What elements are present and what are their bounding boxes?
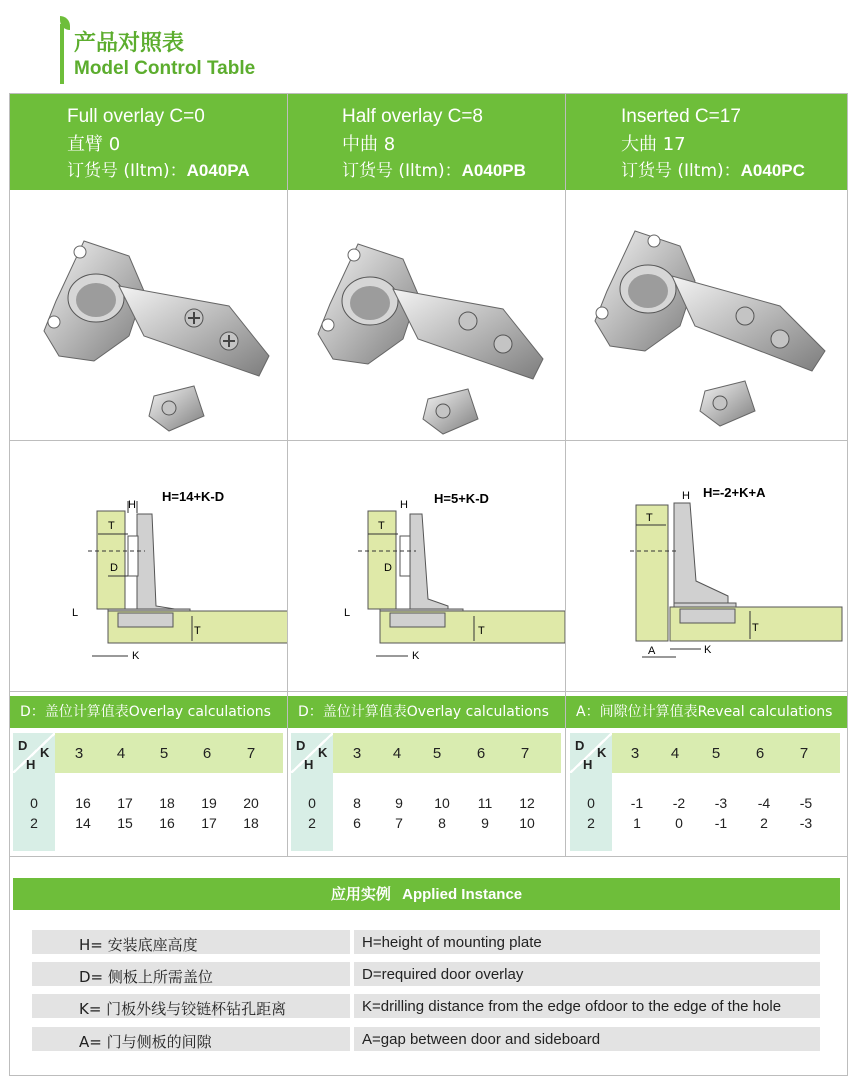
page-title-cn: 产品对照表 [74,31,185,56]
row-divider [10,691,847,692]
h-value: 0 [308,795,316,811]
calc-cell: 2 [760,815,768,831]
column-header-full-overlay [10,94,287,190]
k-value: 3 [352,745,362,762]
page-title-en: Model Control Table [74,58,256,79]
diagram-label: K [132,650,140,662]
applied-row-en: K=drilling distance from the edge ofdoor to the edge of the hole [362,998,782,1015]
diagram-label: D [384,562,392,574]
applied-row-cn: D= 侧板上所需盖位 [79,968,213,986]
applied-row-separator [350,1027,354,1051]
calc-cell: -4 [757,795,771,811]
order-number [342,156,526,181]
h-value: 2 [587,815,595,831]
column-name: Full overlay C=0 [67,106,205,127]
header-accent-bar [60,24,64,84]
calc-cell: -1 [630,795,644,811]
applied-row [32,994,820,1018]
calc-cell: 6 [353,815,361,831]
calc-cell: 9 [481,815,489,831]
column-header-half-overlay [288,94,565,190]
column-cn-name: 大曲 17 [621,134,686,155]
corner-d: D [18,738,28,753]
calc-cell: 18 [159,795,175,811]
calc-cell: 8 [438,815,446,831]
applied-row-cn: K= 门板外线与铰链杯钻孔距离 [79,1000,287,1018]
calc-cell: 19 [201,795,217,811]
applied-title-en: Applied Instance [402,886,523,903]
calc-cell: 9 [395,795,403,811]
diagram-label: H [682,490,690,502]
calc-cell: 16 [159,815,175,831]
calc-cell: 15 [117,815,133,831]
h-value: 0 [30,795,38,811]
applied-row-en: A=gap between door and sideboard [362,1031,601,1048]
applied-row [32,962,820,986]
column-header-inserted [566,94,847,190]
corner-h: H [583,757,593,772]
order-code: A040PA [186,161,250,180]
diagram-label: T [752,622,759,634]
k-value: 6 [202,745,212,762]
hinge-image [10,191,287,439]
corner-k: K [318,745,328,760]
calc-title: D：盖位计算值表Overlay calculations [288,696,565,728]
order-code: A040PB [461,161,526,180]
hinge-image [566,191,847,439]
k-value: 3 [630,745,640,762]
calc-cell: 17 [201,815,217,831]
diagram-label: A [648,645,656,657]
applied-row [32,930,820,954]
column-cn-name: 直臂 0 [67,134,121,155]
calc-cell: 18 [243,815,259,831]
corner-k: K [40,745,50,760]
k-value: 4 [116,745,126,762]
formula: H=5+K-D [434,491,489,506]
hinge-diagram [10,441,287,691]
applied-row [32,1027,820,1051]
diagram-label: H [128,499,136,511]
diagram-label: K [704,644,712,656]
h-value: 2 [30,815,38,831]
diagram-label: L [344,607,351,619]
calc-table-reveal [570,733,840,851]
hinge-diagram [288,441,565,691]
formula: H=14+K-D [162,489,225,504]
calc-cell: -3 [799,815,813,831]
k-value: 6 [755,745,765,762]
calc-cell: 17 [117,795,133,811]
corner-h: H [26,757,36,772]
calc-cell: 1 [633,815,641,831]
calc-cell: 10 [519,815,535,831]
k-value: 5 [432,745,442,762]
calc-title: A：间隙位计算值表Reveal calculations [566,696,847,728]
order-label: 订货号 (Iltm)： [67,161,187,181]
applied-row-separator [350,930,354,954]
calc-cell: 12 [519,795,535,811]
diagram-label: T [108,520,115,532]
applied-instance-header [13,878,840,910]
k-value: 3 [74,745,84,762]
applied-row-cn: H= 安装底座高度 [79,936,198,954]
k-value: 5 [711,745,721,762]
k-value: 4 [392,745,402,762]
order-label: 订货号 (Iltm)： [342,161,462,181]
calc-cell: -5 [799,795,813,811]
h-value: 0 [587,795,595,811]
diagram-label: L [72,607,79,619]
calc-cell: 7 [395,815,403,831]
hinge-diagram [566,441,847,691]
corner-k: K [597,745,607,760]
calc-table-overlay-half [291,733,561,851]
applied-row-separator [350,994,354,1018]
calc-cell: -3 [714,795,728,811]
h-value: 2 [308,815,316,831]
column-name: Inserted C=17 [621,106,741,127]
calc-cell: -2 [672,795,686,811]
column-name: Half overlay C=8 [342,106,483,127]
k-value: 6 [476,745,486,762]
k-value: 4 [670,745,680,762]
row-divider [10,856,847,857]
calc-cell: 20 [243,795,259,811]
hinge-image [288,191,565,439]
calc-table-overlay-full [13,733,283,851]
corner-h: H [304,757,314,772]
applied-row-en: H=height of mounting plate [362,934,542,951]
order-number [621,156,805,181]
corner-d: D [575,738,585,753]
diagram-label: T [478,625,485,637]
order-label: 订货号 (Iltm)： [621,161,741,181]
calc-cell: 14 [75,815,91,831]
k-value: 5 [159,745,169,762]
calc-cell: 8 [353,795,361,811]
calc-cell: 10 [434,795,450,811]
applied-row-cn: A= 门与侧板的间隙 [79,1033,212,1051]
formula: H=-2+K+A [703,485,766,500]
calc-cell: 0 [675,815,683,831]
column-cn-name: 中曲 8 [342,134,396,155]
diagram-label: K [412,650,420,662]
k-value: 7 [520,745,530,762]
k-value: 7 [799,745,809,762]
applied-row-en: D=required door overlay [362,966,524,983]
diagram-label: H [400,499,408,511]
order-number [67,156,250,181]
applied-row-separator [350,962,354,986]
diagram-label: D [110,562,118,574]
applied-title-cn: 应用实例 [330,885,391,903]
calc-cell: 16 [75,795,91,811]
diagram-label: T [194,625,201,637]
calc-cell: -1 [714,815,728,831]
calc-cell: 11 [477,795,493,811]
diagram-label: T [646,512,653,524]
corner-d: D [296,738,306,753]
diagram-label: T [378,520,385,532]
calc-title: D：盖位计算值表Overlay calculations [10,696,287,728]
order-code: A040PC [740,161,805,180]
k-value: 7 [246,745,256,762]
